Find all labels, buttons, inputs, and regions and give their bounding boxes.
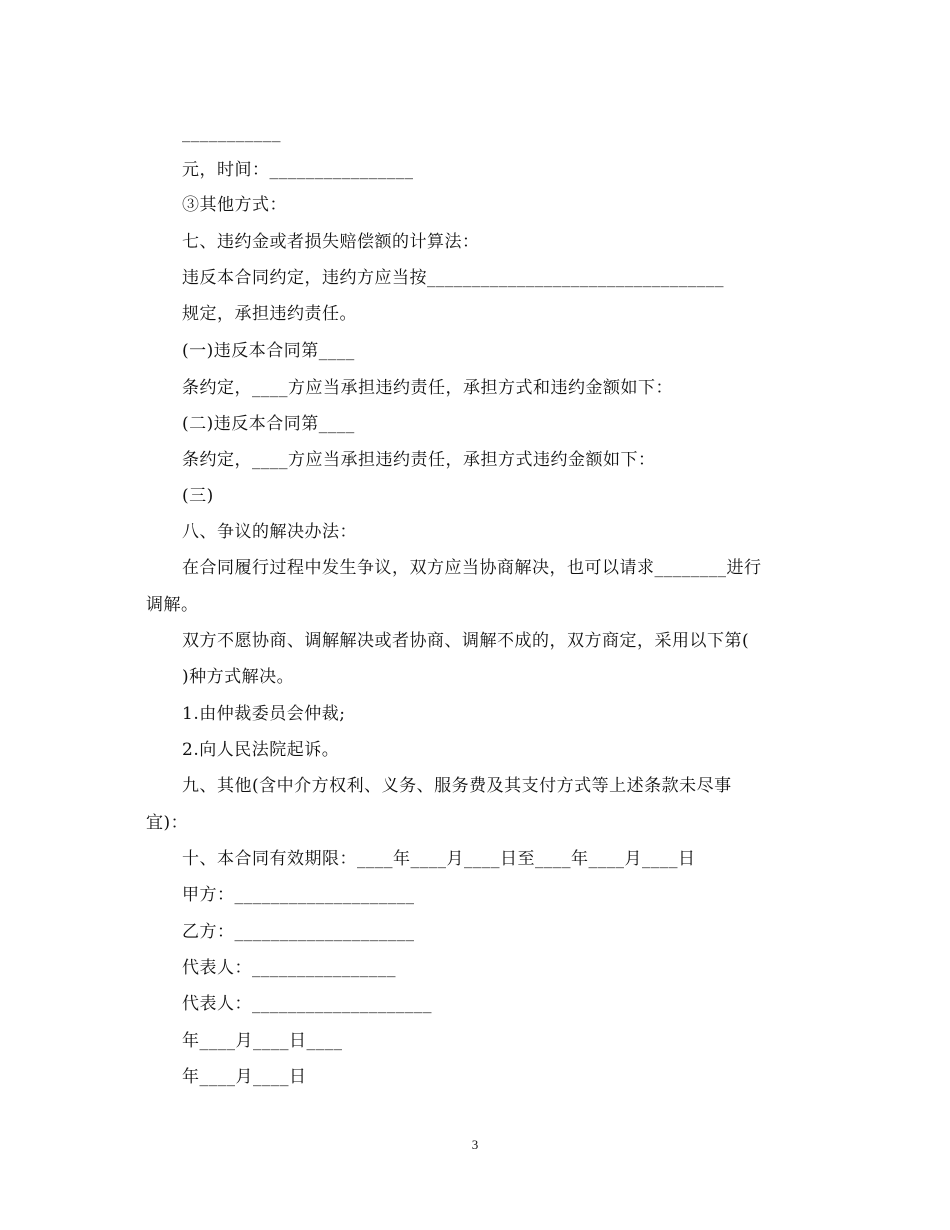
date-field: 年____月____日____ [182,1031,343,1051]
party-a-field: 甲方：____________________ [182,885,415,905]
representative-field: 代表人：____________________ [182,994,432,1014]
text-line: 条约定，____方应当承担违约责任，承担方式违约金额如下： [182,450,656,470]
text-line: 违反本合同约定，违约方应当按_________________________________ [182,268,724,288]
list-item: 1.由仲裁委员会仲裁; [182,704,346,724]
section-heading-9: 九、其他(含中介方权利、义务、服务费及其支付方式等上述条款未尽事 [182,776,732,796]
text-line: (三) [182,486,214,506]
text-line: 在合同履行过程中发生争议，双方应当协商解决，也可以请求________进行 [182,558,762,578]
text-line: 元，时间：________________ [182,160,414,180]
text-line: 条约定，____方应当承担违约责任，承担方式和违约金额如下： [182,378,673,398]
representative-field: 代表人：________________ [182,958,396,978]
text-line: ③其他方式： [182,195,287,215]
party-b-field: 乙方：____________________ [182,922,415,942]
section-heading-8: 八、争议的解决办法： [182,522,357,542]
date-field: 年____月____日 [182,1067,307,1087]
text-line: (一)违反本合同第____ [182,341,355,361]
text-line: 宜)： [146,813,189,833]
blank-line: ___________ [182,123,281,143]
text-line: 规定，承担违约责任。 [182,304,357,324]
text-line: 调解。 [146,595,199,615]
section-heading-10: 十、本合同有效期限：____年____月____日至____年____月____日 [182,849,696,869]
text-line: (二)违反本合同第____ [182,414,355,434]
page-number: 3 [471,1137,479,1152]
text-line: 双方不愿协商、调解解决或者协商、调解不成的，双方商定，采用以下第( [182,631,750,651]
list-item: 2.向人民法院起诉。 [182,740,340,760]
section-heading-7: 七、违约金或者损失赔偿额的计算法： [182,232,480,252]
text-line: )种方式解决。 [182,667,295,687]
